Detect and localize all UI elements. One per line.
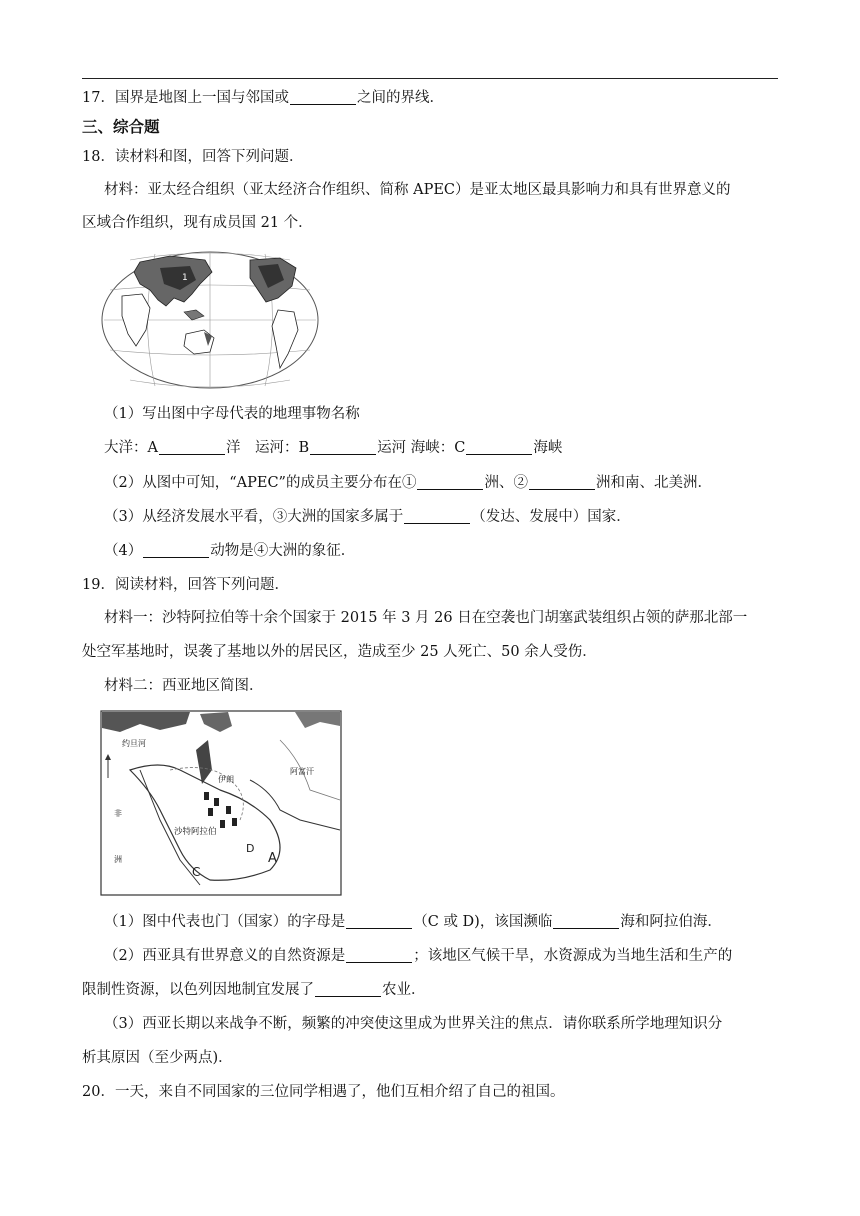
label-c: C [192,865,201,879]
q19-material1-line2: 处空军基地时，误袭了基地以外的居民区，造成至少 25 人死亡、50 余人受伤． [82,644,597,660]
q18-part1-answers: 大洋：A 洋 运河：B 运河 海峡：C 海峡 [104,440,563,456]
q19-material2: 材料二：西亚地区简图． [104,678,264,694]
q19-material1-line1: 材料一：沙特阿拉伯等十余个国家于 2015 年 3 月 26 日在空袭也门胡塞武装组织占领的萨那北部一 [104,610,748,626]
answer-blank[interactable] [529,475,595,490]
answer-blank[interactable] [143,543,209,558]
answer-blank[interactable] [290,90,356,105]
answer-blank[interactable] [346,914,412,929]
q18-part4: （4） 动物是④大洲的象征． [104,543,356,559]
label-africa: 非 [114,809,122,818]
west-asia-map-figure [100,710,342,896]
map-label: 1 [182,273,188,283]
q19-part2-line2: 限制性资源，以色列因地制宜发展了 农业． [82,982,426,998]
label-iran: 伊朗 [218,775,234,784]
q19-part1: （1）图中代表也门（国家）的字母是 （C 或 D)，该国濒临 海和阿拉伯海． [104,914,722,930]
question-17: 17．国界是地图上一国与邻国或 之间的界线． [82,90,444,106]
answer-blank[interactable] [159,440,225,455]
question-18-stem: 18．读材料和图，回答下列问题． [82,149,304,165]
answer-blank[interactable] [346,948,412,963]
q19-part3-line1: （3）西亚长期以来战争不断，频繁的冲突使这里成为世界关注的焦点．请你联系所学地理知识分 [104,1016,723,1032]
label-africa-2: 洲 [114,855,122,864]
world-map-figure [100,250,320,390]
label-afghanistan: 阿富汗 [290,767,314,776]
label-a: A [268,851,277,866]
answer-blank[interactable] [404,509,470,524]
top-rule [82,78,778,79]
q18-part2: （2）从图中可知，“APEC”的成员主要分布在① 洲、② 洲和南、北美洲． [104,475,712,491]
label-d: D [246,842,255,855]
question-19-stem: 19．阅读材料，回答下列问题． [82,577,289,593]
question-20-stem: 20．一天，来自不同国家的三位同学相遇了，他们互相介绍了自己的祖国。 [82,1084,565,1100]
q18-part1: （1）写出图中字母代表的地理事物名称 [104,406,360,422]
answer-blank[interactable] [417,475,483,490]
q18-material-line1: 材料：亚太经合组织（亚太经济合作组织、简称 APEC）是亚太地区最具影响力和具有世界意义的 [104,182,731,198]
answer-blank[interactable] [315,982,381,997]
label-saudi: 沙特阿拉伯 [174,827,217,837]
q19-part3-line2: 析其原因（至少两点)． [82,1050,233,1066]
q19-part2: （2）西亚具有世界意义的自然资源是 ；该地区气候干旱，水资源成为当地生活和生产的 [104,948,733,964]
q18-material-line2: 区域合作组织，现有成员国 21 个． [82,215,313,231]
answer-blank[interactable] [466,440,532,455]
label-jordan: 约旦河 [122,739,146,748]
section-heading: 三、综合题 [82,118,160,136]
answer-blank[interactable] [310,440,376,455]
answer-blank[interactable] [553,914,619,929]
q18-part3: （3）从经济发展水平看，③大洲的国家多属于 （发达、发展中）国家． [104,509,631,525]
